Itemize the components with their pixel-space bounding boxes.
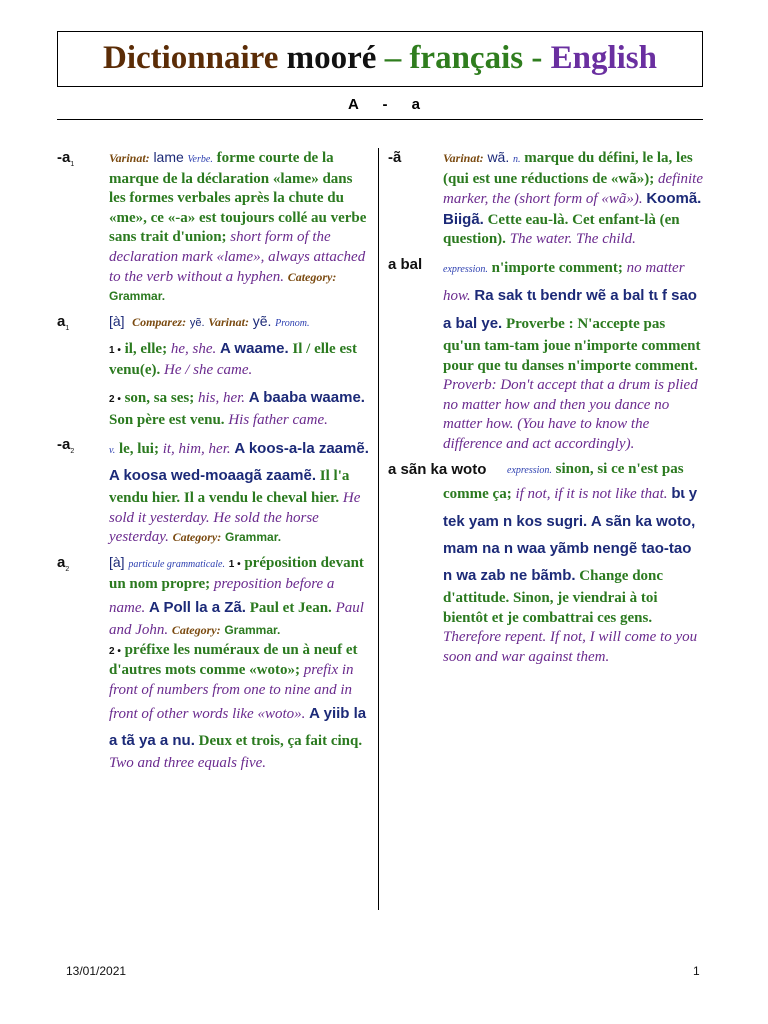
french-definition: n'importe comment; [491, 259, 623, 276]
entry-a-tilde [388, 148, 704, 250]
title-dash-1: – [384, 40, 402, 76]
english-definition: he, she. [170, 341, 217, 358]
part-of-speech: Pronom. [275, 317, 310, 329]
title-dash-2: - [531, 40, 543, 76]
title-english: English [550, 40, 657, 76]
english-example: Two and three equals five. [109, 755, 267, 772]
headword: $-a_1$ [57, 149, 75, 168]
headword: $a_2$ [57, 553, 70, 573]
category-label: Category: [171, 623, 221, 638]
english-example: He / she came. [164, 361, 253, 378]
title-dictionnaire: Dictionnaire [103, 40, 279, 76]
variant-label: Varinat: [109, 151, 150, 165]
moore-example: A yiib la a tã ya a nu. [109, 705, 367, 750]
french-example: Il / elle est venu(e). [109, 341, 357, 378]
english-example: Proverb: Don't accept that a drum is plied no matter how and then you dance no matter how. (You have to know the difference and act accordingly). [443, 377, 698, 452]
footer-date: 13/01/2021 [66, 964, 127, 978]
french-definition: préposition devant un nom propre; [109, 554, 364, 592]
headword: a bal [388, 255, 423, 273]
sense-number: 1 • [109, 345, 121, 357]
french-definition: son, sa ses; [124, 389, 195, 406]
english-example: Therefore repent. If not, I will come to you soon and war against them. [443, 629, 698, 665]
entry-a-san-ka-woto [388, 460, 704, 668]
french-definition: préfixe les numéraux de un à neuf et d'autres mots comme «woto»; [109, 641, 358, 679]
moore-example: Koomã. Biigã. [443, 190, 702, 228]
category-value: Grammar [224, 623, 278, 638]
french-example: Cette eau-là. Cet enfant-là (en question). [443, 211, 680, 248]
headword: $-a_2$ [57, 436, 75, 456]
part-of-speech: n. [512, 154, 521, 165]
page-number: 1 [693, 964, 700, 978]
english-definition: if not, if it is not like that. [515, 486, 668, 503]
moore-example: A koos-a-la zaamẽ. A koosa wed-moaagã zaamẽ. [109, 440, 369, 485]
dictionary-title [57, 31, 703, 87]
french-example: Deux et trois, ça fait cinq. [198, 733, 363, 750]
headword: a sãn ka woto [388, 460, 487, 478]
moore-example: A Poll la a Zã. [149, 599, 246, 617]
part-of-speech: Verbe. [187, 154, 213, 165]
french-example: Paul et Jean. [249, 600, 332, 617]
moore-example: bɩ y tek yam n kos sugri. A sãn ka woto, mam na n waa yãmb nengẽ tao-tao n wa zab ne bãmb. [443, 485, 698, 585]
right-column [388, 148, 704, 673]
french-definition: le, lui; [118, 441, 159, 458]
category-value: Grammar [109, 289, 162, 304]
english-definition: his, her. [197, 389, 246, 406]
title-moore: mooré [286, 40, 377, 76]
french-example: Il l'a vendu hier. Il a vendu le cheval hier. [109, 468, 350, 507]
french-definition: sinon, si ce n'est pas comme ça; [443, 460, 684, 503]
category-label: Category: [172, 530, 222, 545]
headword: $a_1$ [57, 312, 70, 332]
english-definition: it, him, her. [162, 441, 231, 458]
sense-number: 1 • [228, 558, 241, 570]
english-definition: preposition before a name. [109, 575, 335, 617]
entry-a-suffix-1: $-a_1$ Varinat: lame Verbe. forme courte de la marque de la déclaration «lame» dans les formes verbales après la chute du «me», ce «-a» est toujours collé au verbe sans trait d'union; short form of the declaration mark «lame», always attached to the verb without a hyphen. Category: Grammar. [57, 149, 367, 304]
english-definition: prefix in front of numbers from one to nine and in front of other words like «woto». [109, 662, 354, 723]
french-definition: marque du défini, le la, les (qui est une réductions de «wã»); [443, 150, 693, 187]
english-definition: no matter how. [443, 259, 685, 304]
headword: -ã [388, 149, 402, 166]
moore-example: A baaba waame. [248, 388, 365, 406]
sense-number: 2 • [109, 645, 121, 657]
french-example: Son père est venu. [109, 411, 225, 428]
section-rule [57, 119, 703, 120]
variant-form: wã. [487, 149, 510, 165]
pronunciation: [à] [109, 312, 125, 329]
compare-label: Comparez: [132, 314, 187, 329]
entry-a-bal [388, 255, 704, 455]
variant-form: lame [153, 149, 184, 165]
english-example: Paul and John. [109, 600, 364, 639]
part-of-speech: expression. [443, 263, 488, 275]
part-of-speech: particule grammaticale. [128, 558, 225, 570]
french-definition: forme courte de la marque de la déclaration «lame» dans les formes verbales après la chute du «me», ce «-a» est toujours collé au verbe sans trait d'union; [109, 150, 367, 246]
variant-form: yẽ. [252, 312, 272, 329]
english-example: The water. The child. [509, 231, 636, 248]
english-example: His father came. [228, 411, 328, 428]
title-francais: français [409, 40, 524, 76]
french-example: Proverbe : N'accepte pas qu'un tam-tam joue n'importe comment pour que tu danses n'importe comment. [443, 315, 701, 374]
french-example: Change donc d'attitude. Sinon, je viendrai à toi bientôt et je combattrai ces gens. [443, 568, 664, 626]
sense-number: 2 • [109, 393, 121, 405]
english-definition: short form of the declaration mark «lame», always attached to the verb without a hyphen. [109, 229, 366, 285]
section-letter-heading: A - a [348, 96, 420, 113]
category-label: Category: [287, 269, 337, 284]
variant-label: Varinat: [443, 151, 484, 165]
left-column [57, 148, 369, 779]
french-definition: il, elle; [124, 341, 168, 358]
part-of-speech: v. [109, 445, 116, 457]
entry-a-2: $a_2$ [à] particule grammaticale. 1 • préposition devant un nom propre; preposition before a name. A Poll la a Zã. Paul et Jean. Paul and John. Category: Grammar. 2 • préfixe les numéraux de un à neuf et d'autres mots comme «woto»; prefix in front of numbers from one to nine and in front of other words like «woto». A yiib la a tã ya a nu. Deux et trois, ça fait cinq. Two and three equals five. [57, 553, 367, 772]
pronunciation: [à] [109, 553, 125, 570]
category-value: Grammar [225, 530, 278, 545]
compare-form: yẽ. [189, 316, 205, 329]
entry-a-1 [57, 312, 369, 430]
variant-label: Varinat: [208, 314, 249, 329]
moore-example: Ra sak tɩ bendr wẽ a bal tɩ f sao a bal ye. [443, 286, 697, 332]
part-of-speech: expression. [507, 464, 552, 476]
english-example: He sold it yesterday. He sold the horse yesterday. [109, 490, 361, 546]
entry-a-suffix-2: $-a_2$ v. le, lui; it, him, her. A koos-a-la zaamẽ. A koosa wed-moaagã zaamẽ. Il l'a vendu hier. Il a vendu le cheval hier. He sold it yesterday. He sold the horse yesterday. Category: Grammar. [57, 436, 369, 546]
column-divider [378, 148, 379, 910]
english-definition: definite marker, the (short form of «wã»). [443, 170, 704, 208]
moore-example: A waame. [219, 340, 289, 358]
